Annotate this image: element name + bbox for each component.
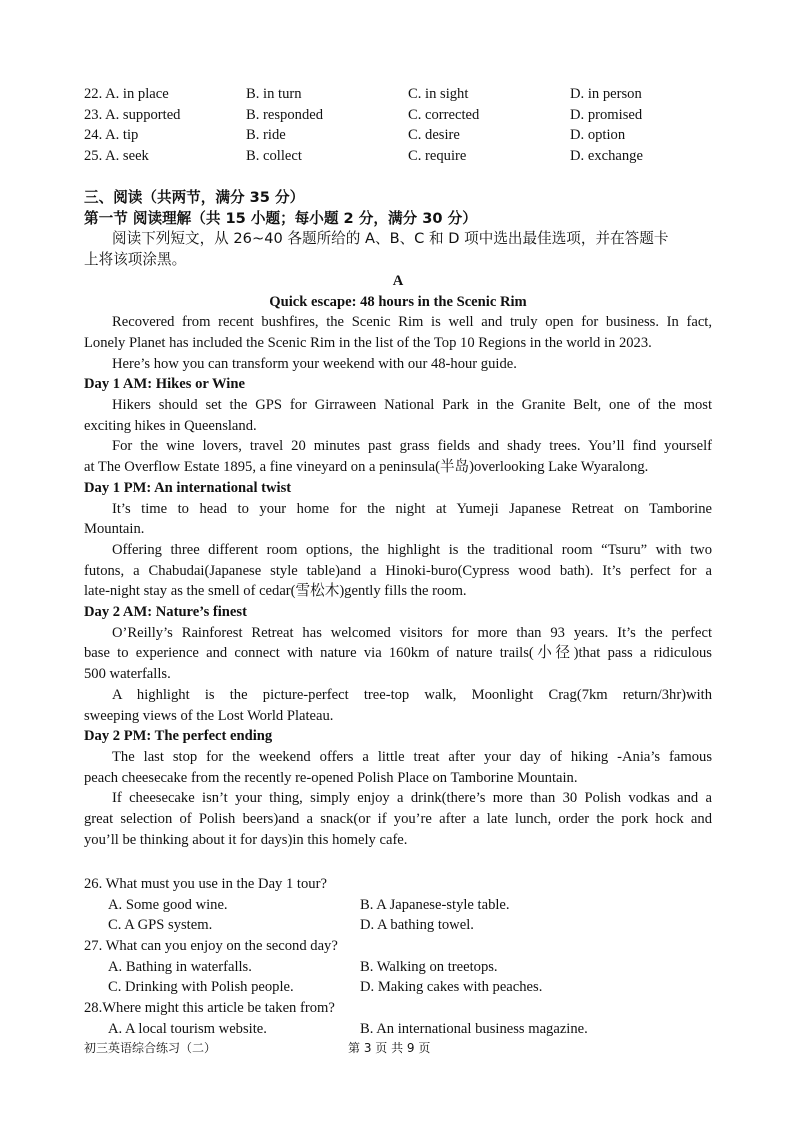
paragraph-line: exciting hikes in Queensland. xyxy=(84,417,257,434)
section-heading: Day 1 AM: Hikes or Wine xyxy=(84,376,245,393)
question-stem: 27. What can you enjoy on the second day? xyxy=(84,938,338,955)
option-d: D. promised xyxy=(570,106,643,123)
choice-a: A. A local tourism website. xyxy=(108,1020,267,1037)
instruction-line: 阅读下列短文，从 26~40 各题所给的 A、B、C 和 D 项中选出最佳选项，并在答题卡 xyxy=(112,230,669,248)
paragraph-line: Offering three different room options, the highlight is the traditional room “Tsuru” with two xyxy=(112,541,712,558)
choice-row xyxy=(84,1019,724,1040)
choice-d: D. A bathing towel. xyxy=(360,917,474,934)
option-c: C. in sight xyxy=(408,86,469,102)
paragraph-line: you’ll be thinking about it for days)in this homely cafe. xyxy=(84,831,408,848)
choice-row xyxy=(84,915,724,936)
choice-row xyxy=(84,957,724,978)
paragraph-line: sweeping views of the Lost World Plateau. xyxy=(84,707,334,724)
option-d: D. exchange xyxy=(570,148,643,165)
question-list xyxy=(84,874,724,1040)
paragraph-line: O’Reilly’s Rainforest Retreat has welcomed visitors for more than 93 years. It’s the perfect xyxy=(112,624,712,641)
paragraph-line: The last stop for the weekend offers a little treat after your day of hiking -Ania’s famous xyxy=(112,748,712,765)
paragraph-line: late-night stay as the smell of cedar(雪松木)gently fills the room. xyxy=(84,583,467,600)
option-c: C. desire xyxy=(408,127,460,144)
section-heading: Day 2 PM: The perfect ending xyxy=(84,728,273,745)
paragraph-line: base to experience and connect with nature via 160km of nature trails(小径)that pass a ridiculous xyxy=(84,645,712,662)
reading-section xyxy=(84,188,712,851)
option-a: 22. A. in place xyxy=(84,86,169,102)
choice-b: B. An international business magazine. xyxy=(360,1020,588,1037)
paragraph-line: Lonely Planet has included the Scenic Rim in the list of the Top 10 Regions in the world in 2023. xyxy=(84,334,652,351)
passage-label: A xyxy=(392,272,404,289)
section-heading: Day 1 PM: An international twist xyxy=(84,479,292,496)
choice-b: B. Walking on treetops. xyxy=(360,958,498,975)
option-row xyxy=(84,146,744,167)
option-b: B. in turn xyxy=(246,86,302,102)
section-heading: Day 2 AM: Nature’s finest xyxy=(84,604,247,621)
paragraph-line: It’s time to head to your home for the night at Yumeji Japanese Retreat on Tamborine xyxy=(112,500,712,517)
option-row xyxy=(84,125,744,146)
paragraph-line: Mountain. xyxy=(84,521,145,538)
paragraph-line: A highlight is the picture-perfect tree-top walk, Moonlight Crag(7km return/3hr)with xyxy=(112,686,712,703)
option-a: 23. A. supported xyxy=(84,106,181,123)
option-c: C. corrected xyxy=(408,106,480,123)
instruction-line: 上将该项涂黑。 xyxy=(84,251,187,269)
option-a: 24. A. tip xyxy=(84,127,139,144)
choice-a: A. Bathing in waterfalls. xyxy=(108,958,252,975)
paragraph-line: For the wine lovers, travel 20 minutes past grass fields and shady trees. You’ll find yourself xyxy=(112,438,712,455)
choice-c: C. A GPS system. xyxy=(108,917,213,934)
question-stem: 26. What must you use in the Day 1 tour? xyxy=(84,876,327,892)
paragraph-line: at The Overflow Estate 1895, a fine vineyard on a peninsula(半岛)overlooking Lake Wyaralong. xyxy=(84,459,649,476)
page-number: 第 3 页 共 9 页 xyxy=(348,1041,431,1055)
section-subtitle: 第一节 阅读理解（共 15 小题；每小题 2 分，满分 30 分） xyxy=(84,209,477,227)
option-d: D. in person xyxy=(570,86,642,102)
cloze-options xyxy=(84,84,744,167)
option-row xyxy=(84,105,744,126)
paragraph-line: peach cheesecake from the recently re-opened Polish Place on Tamborine Mountain. xyxy=(84,769,578,786)
choice-row xyxy=(84,895,724,916)
choice-c: C. Drinking with Polish people. xyxy=(108,979,294,996)
paragraph-line: great selection of Polish beers)and a snack(or if you’re after a late lunch, order the pork hock and xyxy=(84,811,712,828)
choice-row xyxy=(84,977,724,998)
option-a: 25. A. seek xyxy=(84,148,149,165)
option-b: B. responded xyxy=(246,106,324,123)
paragraph-line: futons, a Chabudai(Japanese style table)and a Hinoki-buro(Cypress wood bath). It’s perfect for a xyxy=(84,562,712,579)
option-row xyxy=(84,84,744,105)
option-b: B. collect xyxy=(246,148,302,165)
option-b: B. ride xyxy=(246,127,286,144)
paragraph-line: If cheesecake isn’t your thing, simply enjoy a drink(there’s more than 30 Polish vodkas and a xyxy=(112,790,712,807)
choice-b: B. A Japanese-style table. xyxy=(360,896,510,913)
choice-d: D. Making cakes with peaches. xyxy=(360,979,543,996)
question-stem: 28.Where might this article be taken from? xyxy=(84,1000,335,1017)
paragraph-line: Hikers should set the GPS for Girraween National Park in the Granite Belt, one of the most xyxy=(112,397,712,414)
option-d: D. option xyxy=(570,127,626,144)
paragraph-line: 500 waterfalls. xyxy=(84,666,171,683)
footer-title: 初三英语综合练习（二） xyxy=(84,1041,217,1055)
section-title: 三、阅读（共两节，满分 35 分） xyxy=(84,189,305,206)
paragraph-line: Recovered from recent bushfires, the Scenic Rim is well and truly open for business. In fact, xyxy=(112,314,712,331)
paragraph-line: Here’s how you can transform your weekend with our 48-hour guide. xyxy=(112,355,517,372)
option-c: C. require xyxy=(408,148,467,165)
choice-a: A. Some good wine. xyxy=(108,896,228,913)
passage-title: Quick escape: 48 hours in the Scenic Rim xyxy=(269,293,527,310)
